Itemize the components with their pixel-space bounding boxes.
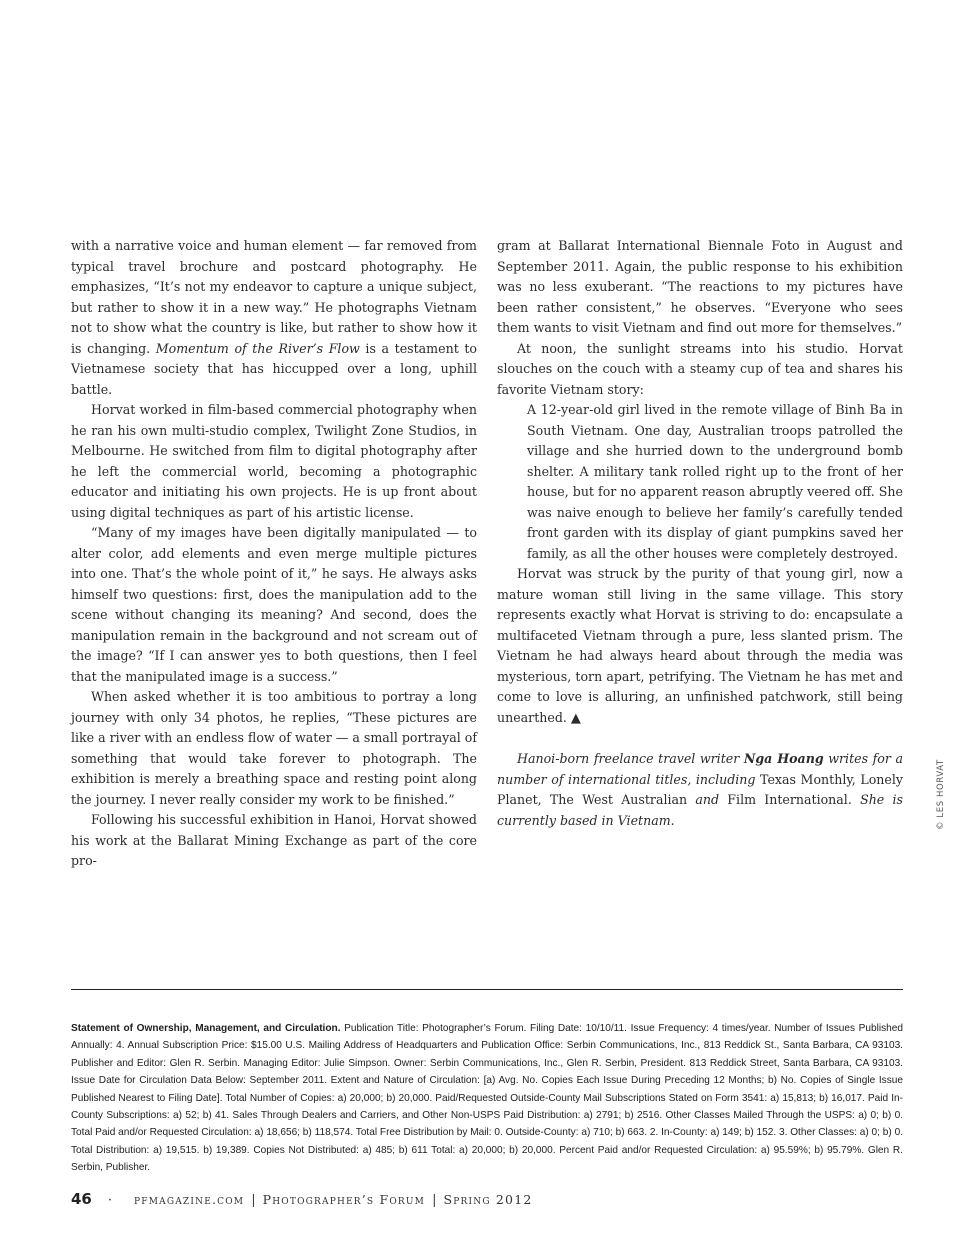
- footer-separator: |: [432, 1193, 437, 1208]
- statement-body: Publication Title: Photographer’s Forum. Filing Date: 10/10/11. Issue Frequency: 4 times/year. Number of Issues Published Annually: 4. Annual Subscription Price: $15.00 U.S. Mailing Address of Headquarters and Publication Office: Serbin Communications, Inc., 813 Reddick St., Santa Barbara, CA 93103. Publisher and Editor: Glen R. Serbin. Managing Editor: Julie Simpson. Owner: Serbin Communications, Inc., Glen R. Serbin, President. 813 Reddick Street, Santa Barbara, CA 93103. Issue Date for Circulation Data Below: September 2011. Extent and Nature of Circulation: [a) Avg. No. Copies Each Issue During Preceding 12 Months; b) No. Copies of Single Issue Published Nearest to Filing Date]. Total Number of Copies: a) 20,000; b) 20,000. Paid/Requested Outside-County Mail Subscriptions Stated on Form 3541: a) 15,813; b) 16,017. Paid In-County Subscriptions: a) 52; b) 41. Sales Through Dealers and Carriers, and Other Non-USPS Paid Distribution: a) 2791; b) 2516. Other Classes Mailed Through the USPS: a) 0; b) 0. Total Paid and/or Requested Circulation: a) 18,656; b) 118,574. Total Free Distribution by Mail: 0. Outside-County: a) 710; b) 663. 2. In-County: a) 149; b) 152. 3. Other Classes: a) 0; b) 0. Total Distribution: a) 19,515. b) 19,389. Copies Not Distributed: a) 485; b) 611 Total: a) 20,000; b) 20,000. Percent Paid and/or Requested Circulation: a) 95.59%; b) 95.79%. Glen R. Serbin, Publisher.: [71, 1023, 903, 1174]
- article-paragraph: When asked whether it is too ambitious to portray a long journey with only 34 photos, he replies, “These pictures are like a river with an endless flow of water — a small portrayal of something that would take forever to photograph. The exhibition is merely a breathing space and resting point along the journey. I never really consider my work to be finished.”: [71, 689, 478, 807]
- article-paragraph: with a narrative voice and human element — far removed from typical travel brochure and postcard photography. He emphasizes, “It’s not my endeavor to capture a unique subject, but rather to show it in a new way.” He photographs Vietnam not to show what the country is like, but rather to show how it is changing. Momentum of the River’s Flow is a testament to Vietnamese society that has hiccupped over a long, uphill battle.: [71, 238, 477, 397]
- statement-of-ownership: [71, 1020, 903, 1177]
- footer-website: pfmagazine.com: [134, 1192, 245, 1207]
- footer-separator: |: [251, 1193, 256, 1208]
- footer-bullet: ·: [107, 1193, 113, 1208]
- end-of-article-triangle-icon: ▲: [570, 710, 581, 726]
- page-footer: [71, 1190, 533, 1210]
- footer-issue: Spring 2012: [443, 1192, 533, 1207]
- story-block-quote: A 12-year-old girl lived in the remote village of Binh Ba in South Vietnam. One day, Australian troops patrolled the village and she hurried down to the underground bomb shelter. A military tank rolled right up to the front of her house, but for no apparent reason abruptly veered off. She was naive enough to believe her family’s carefully tended front garden with its display of giant pumpkins saved her family, as all the other houses were completely destroyed.: [527, 402, 903, 561]
- photo-credit: © LES HORVAT: [936, 759, 946, 830]
- article-paragraph: Following his successful exhibition in Hanoi, Horvat showed his work at the Ballarat Mining Exchange as part of the core pro-: [71, 812, 477, 868]
- author-name: Nga Hoang: [743, 751, 824, 766]
- article-left-column: [71, 236, 477, 872]
- footer-magazine-title: Photographer’s Forum: [262, 1192, 426, 1207]
- article-paragraph: Horvat worked in film-based commercial photography when he ran his own multi-studio complex, Twilight Zone Studios, in Melbourne. He switched from film to digital photography after he left the commercial world, becoming a photographic educator and initiating his own projects. He is up front about using digital techniques as part of his artistic license.: [71, 402, 477, 520]
- author-bio: Hanoi-born freelance travel writer Nga Hoang writes for a number of international titles, including Texas Monthly, Lonely Planet, The West Australian and Film International. She is currently based in Vietnam.: [497, 751, 903, 828]
- page-number: 46: [71, 1190, 92, 1208]
- statement-heading: Statement of Ownership, Management, and Circulation.: [71, 1023, 341, 1034]
- article-right-column: [497, 236, 903, 831]
- section-divider: [71, 989, 903, 990]
- article-paragraph: Horvat was struck by the purity of that young girl, now a mature woman still living in the same village. This story represents exactly what Horvat is striving to do: encapsulate a multifaceted Vietnam through a pure, less slanted prism. The Vietnam he had always heard about through the media was mysterious, torn apart, petrifying. The Vietnam he has met and come to love is alluring, an unfinished patchwork, still being unearthed. ▲: [497, 566, 903, 726]
- exhibition-title: Momentum of the River’s Flow: [155, 340, 360, 356]
- article-paragraph: gram at Ballarat International Biennale Foto in August and September 2011. Again, the public response to his exhibition was no less exuberant. “The reactions to my pictures have been rather consistent,” he observes. “Everyone who sees them wants to visit Vietnam and find out more for themselves.”: [497, 238, 903, 335]
- article-paragraph: At noon, the sunlight streams into his studio. Horvat slouches on the couch with a steamy cup of tea and shares his favorite Vietnam story:: [497, 340, 903, 397]
- article-paragraph: “Many of my images have been digitally manipulated — to alter color, add elements and even merge multiple pictures into one. That’s the whole point of it,” he says. He always asks himself two questions: first, does the manipulation add to the scene without changing its meaning? And second, does the manipulation remain in the background and not scream out of the image? “If I can answer yes to both questions, then I feel that the manipulated image is a success.”: [71, 525, 477, 684]
